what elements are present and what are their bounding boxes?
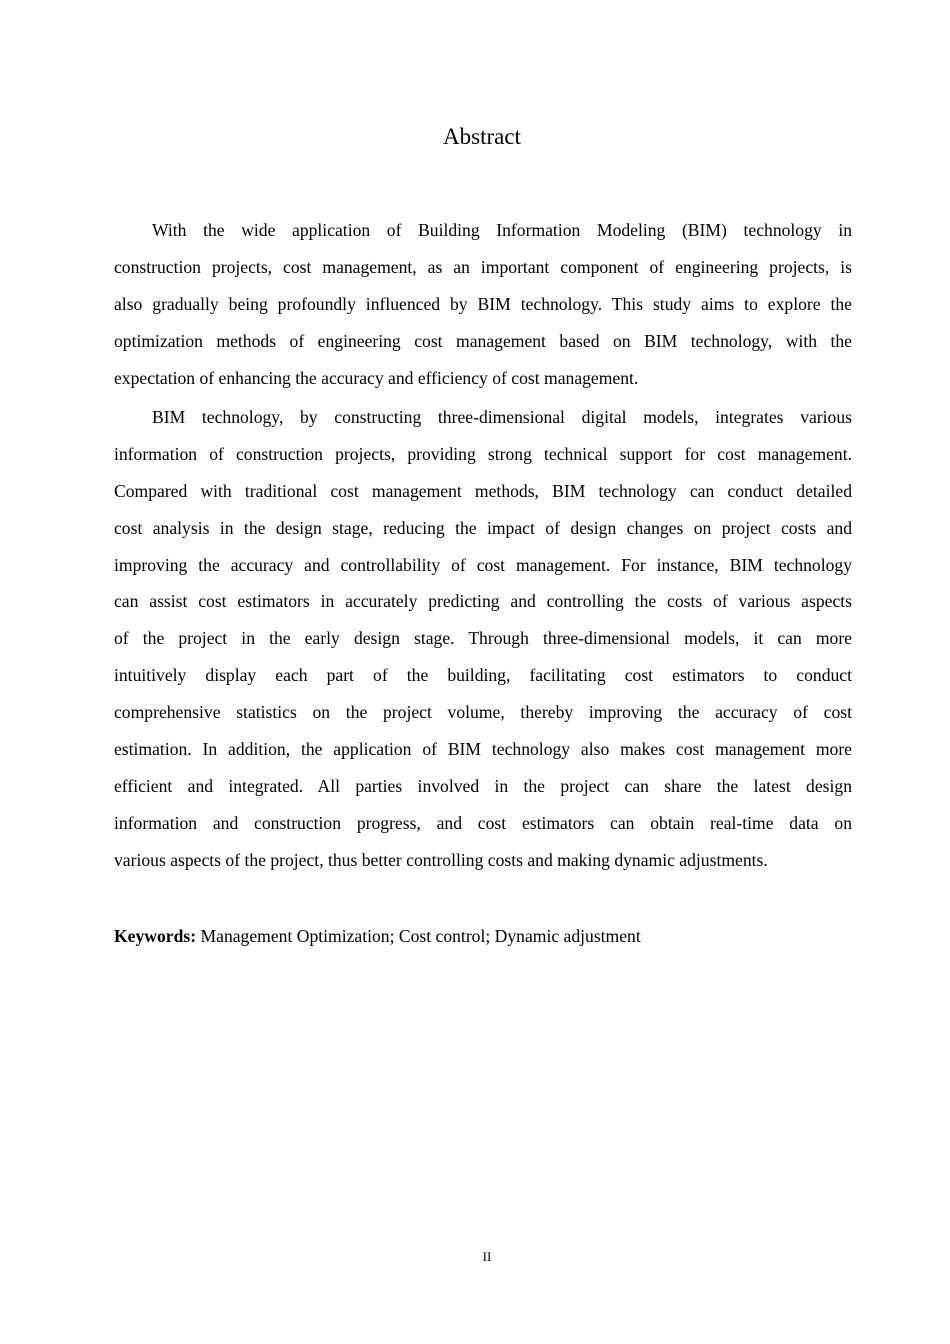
text-line: comprehensive statistics on the project volume, thereby improving the accuracy of cost — [114, 702, 852, 723]
text-line: expectation of enhancing the accuracy and efficiency of cost management. — [114, 367, 639, 388]
keywords — [114, 926, 641, 947]
text-line: information and construction progress, and cost estimators can obtain real-time data on — [114, 812, 852, 833]
abstract-title: Abstract — [443, 124, 521, 149]
keywords-label: Keywords: — [114, 926, 197, 946]
abstract-paragraph-2 — [114, 399, 852, 879]
text-line: also gradually being profoundly influenced by BIM technology. This study aims to explore the — [114, 293, 852, 314]
text-line: With the wide application of Building Information Modeling (BIM) technology in — [152, 220, 852, 240]
text-line: intuitively display each part of the building, facilitating cost estimators to conduct — [114, 665, 852, 686]
text-line: improving the accuracy and controllability of cost management. For instance, BIM technology — [114, 554, 852, 575]
text-line: estimation. In addition, the application of BIM technology also makes cost management more — [114, 739, 852, 760]
text-line: can assist cost estimators in accurately predicting and controlling the costs of various aspects — [114, 591, 852, 612]
abstract-paragraph-1 — [114, 212, 852, 396]
text-line: cost analysis in the design stage, reducing the impact of design changes on project costs and — [114, 517, 852, 538]
text-line: optimization methods of engineering cost management based on BIM technology, with the — [114, 330, 852, 351]
text-line: of the project in the early design stage. Through three-dimensional models, it can more — [114, 628, 852, 649]
text-line: construction projects, cost management, as an important component of engineering projects, is — [114, 256, 852, 277]
text-line: various aspects of the project, thus better controlling costs and making dynamic adjustments. — [114, 849, 768, 870]
page-number: II — [482, 1249, 492, 1264]
text-line: Compared with traditional cost management methods, BIM technology can conduct detailed — [114, 480, 852, 501]
text-line: efficient and integrated. All parties involved in the project can share the latest design — [114, 775, 852, 796]
keywords-text: Management Optimization; Cost control; Dynamic adjustment — [196, 926, 641, 946]
text-line: BIM technology, by constructing three-dimensional digital models, integrates various — [152, 407, 852, 427]
text-line: information of construction projects, providing strong technical support for cost management. — [114, 443, 852, 464]
